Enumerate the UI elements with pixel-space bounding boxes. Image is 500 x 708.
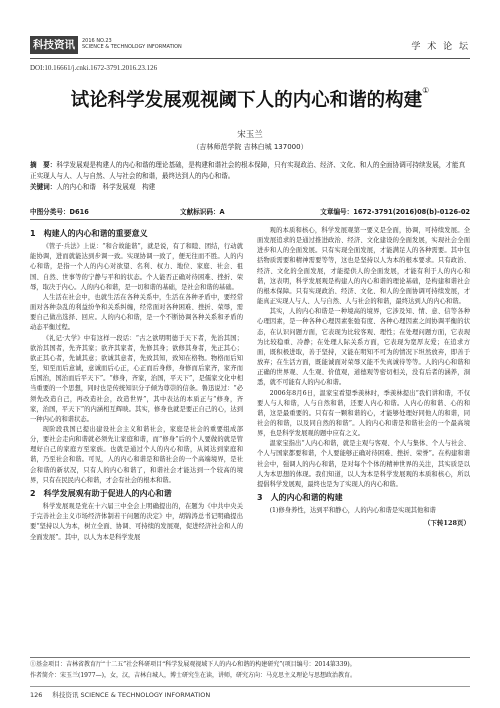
doi-line: DOI:10.16661/j.cnki.1672-3791.2016.23.126 (30, 64, 158, 72)
title-footnote-mark: ① (422, 86, 430, 95)
issue-journal-en: SCIENCE & TECHNOLOGY INFORMATION (82, 44, 182, 50)
keywords (30, 182, 470, 193)
title-text: 试论科学发展观视阈下人的内心和谐的构建 (70, 90, 423, 111)
author-affiliation: （吉林师范学院 吉林白城 137000） (192, 143, 308, 151)
article-number: 文章编号：1672-3791(2016)08(b)-0126-02 (320, 208, 470, 216)
body-column-left (30, 226, 243, 543)
paragraph: 现阶段我国已提出建设社会主义和谐社会，家庭是社会的重要组成部分，要社会走向和谐就必须先让家庭和谐，而“修身”后的个人要做的就是管理好自己的家庭方至家族。也就是通过个人的内心和谐，从阅达到家庭和谐，乃至社会和谐。可见，人的内心和谐是和谐社会的一个高端境界，是社会和谐的新状况，只有人的内心和谐了，和谐社会才能达到一个较高的境界，只有在民民内心和谐，才会有社会的根本和谐。 (30, 425, 243, 484)
page-footer (30, 690, 210, 699)
article-title (30, 86, 470, 112)
paragraph: 温家宝指出“人内心和谐，就是主观与客观、个人与集体、个人与社会、个人与国家都要和谐，个人要能够正确对待困难、挫折、荣誉”。在构建和谐社会中，强调人的内心和谐，是对每个个体的精神世界的关注，其实质是以人为本思想的体现。我们知道，以人为本是科学发展观的本质和核心，所以提倡科学发展观，最终也是为了实现人的内心和谐。 (257, 440, 470, 488)
classification-row (30, 206, 470, 216)
abstract (30, 160, 470, 182)
paragraph: 观的本质和核心，科学发展观第一要义是全面，协调，可持续发展。全面发展追求的是通过推进政治、经济、文化建设的全面发展，实现社会全面进步和人的全面发展。只有实现全面发展，才能满足人的各种需要。其中包括物质需要和精神需要等等，这也是坚持以人为本的根本要求。只有政治、经济、文化的全面发展，才能提供人的全面发展，才能有利于人的内心和谐，这表明，科学发展观是构建人的内心和谐的理论基础，是构建和谐社会的根本保障。只有实现政治、经济、文化、和人的全面协调可持续发展，才能真正实现人与人、人与自然、人与社会的和谐，最终达到人的内心和谐。 (257, 227, 470, 306)
paragraph: 《礼记·大学》中有这样一段话：“古之欲明明德于天下者，先治其国；欲治其国者，先齐其家；欲齐其家者，先修其身；欲修其身者，先正其心；欲正其心者，先诚其意；欲诚其意者，先致其知，致知在格物。物格而后知至，知至而后意诚，意诚而后心正，心正而后身修，身修而后家齐，家齐而后国治，国治而后平天下”。“修身，齐家，治国，平天下”，是儒家文化中相当重要的一个思想，同时也是传统知识分子倾为尊崇的信条。鲁迅说过：“必须先改造自己，再改造社会，改造世界”，其中表达的本质正与“修身，齐家，治国，平天下”的内涵相互辉映。其实，修身也就是要正自己的心，达到一种内心的和谐状态。 (30, 334, 243, 423)
issue-info (82, 38, 182, 50)
abstract-rule (30, 219, 470, 220)
abstract-text: 科学发展观是构建人的内心和谐的理论基础，是构建和谐社会的根本保障，只有实现政治、经济、文化、和人的全面协调可持续发展，才能真正实现人与人、人与自然、人与社会的和谐，最终达到人的内心和谐。 (30, 161, 466, 180)
paragraph: (1)修身养性，达到平和静心，人的内心和谐是实现其他和谐 (269, 507, 436, 515)
journal-logo: 科技资讯 (30, 36, 78, 54)
keywords-label: 关键词： (30, 183, 57, 191)
section-title: 学 术 论 坛 (411, 42, 470, 52)
footer-rule (30, 686, 470, 687)
issue-number: 2016 NO.23 (82, 38, 112, 44)
continued-note: （下转128页） (423, 519, 470, 528)
footer-journal: 科技资讯 SCIENCE & TECHNOLOGY INFORMATION (52, 691, 211, 699)
abstract-label: 摘 要： (30, 161, 57, 169)
section-heading-1: 1 构建人的内心和谐的重要意义 (30, 229, 148, 238)
section-heading-2: 2 科学发展观有助于促进人的内心和谐 (30, 488, 172, 498)
footnote-author: 作者简介：宋玉兰(1977—)，女，汉，吉林白城人，博士研究生在读，讲师，研究方向：马克思主义理论与思想政治教育。 (30, 672, 356, 679)
author-name: 宋玉兰 (237, 130, 263, 140)
abstract-block (30, 160, 470, 193)
paragraph: 2006年8月6日，温家宝看望季羡林时，季羡林提出“我们讲和谐，不仅要人与人和谐，人与自然和谐，还要人内心和谐。人内心的和谐、心的和谐，这是最重要的。只有有一颗和谐的心，才能够处理好同他人的和谐，同社会的和谐，以及同自然的和谐”。人的内心和谐是和谐社会的一个最高境界，也是科学发展观的题中应有之义。 (257, 389, 470, 438)
paragraph: 人生活在社会中，也就生活在各种关系中，生活在各种矛盾中，要经常面对各种杂乱的利益纷争和关系纠缠，经常面对各种困难、挫折、荣辱，需要自己做出选择、回应。人的内心和谐，是一个不断协调各种关系和矛盾的动态平衡过程。 (30, 293, 243, 332)
keywords-text: 人的内心和谐 科学发展观 构建 (56, 183, 156, 191)
page-number: 126 (30, 691, 43, 699)
clc-number: 中图分类号：D616 (30, 208, 89, 216)
paragraph: 科学发展观是党在十六届三中全会上明确提出的，在题为《中共中央关于完善社会主义市场经济体制若干问题的决定》中，胡锦涛总书记明确提出要“坚持以人为本，树立全面、协调、可持续的发展观，促进经济社会和人的全面发展”。其中，以人为本是科学发展 (30, 503, 243, 541)
document-code: 文献标识码：A (180, 208, 225, 216)
paragraph: 《管子·兵法》上说：“和合故能谐”，就是说，有了和睦、团结，行动就能协调，进而就能达到步调一致。实现协调一致了，便无往而不胜。人的内心和谐，是指一个人的内心对欲望、名利、权力、地位、家庭、社会、祖国、自然、世事等的宁静与平和的状态。个人能否正确对待困难、挫折、荣辱，取决于内心。人的内心和谐，是一切和谐的基础，是社会和谐的基础。 (30, 243, 243, 291)
paragraph: 其实，人的内心和谐是一种境高的境界，它涉及知、情、意、信等各种心理因素，是一种各种心理因素张弛有度、各种心理因素之间协调平衡的状态，在认识问题方面，它表现为比较客观、理性；在处理问题方面，它表现为比较稳重、冷静；在处理人际关系方面，它表现为宽厚友爱；在追求方面，既积极进取，善于坚持，又能在明知不可为的情况下坦然放弃，即善于放弃；在生活方面，既能诚面对荣辱又能不失真诚待等等。人的内心和谐和正确的世界观、人生观、价值观，道德观等密切相关，没有后者的涵养，洞悉，就不可能有人的内心和谐。 (257, 308, 470, 387)
header-rule (30, 58, 470, 59)
footnote-funding: ①基金项目：吉林省教育厅“十二五”社会科研项目“科学发展观视域下人的内心和谐的构建研究”(项目编号：2014第339)。 (30, 661, 356, 668)
section-heading-3: 3 人的内心和谐的构建 (257, 493, 343, 503)
footnote-rule (30, 657, 470, 658)
body-column-right (257, 226, 470, 529)
journal-header (30, 36, 470, 56)
